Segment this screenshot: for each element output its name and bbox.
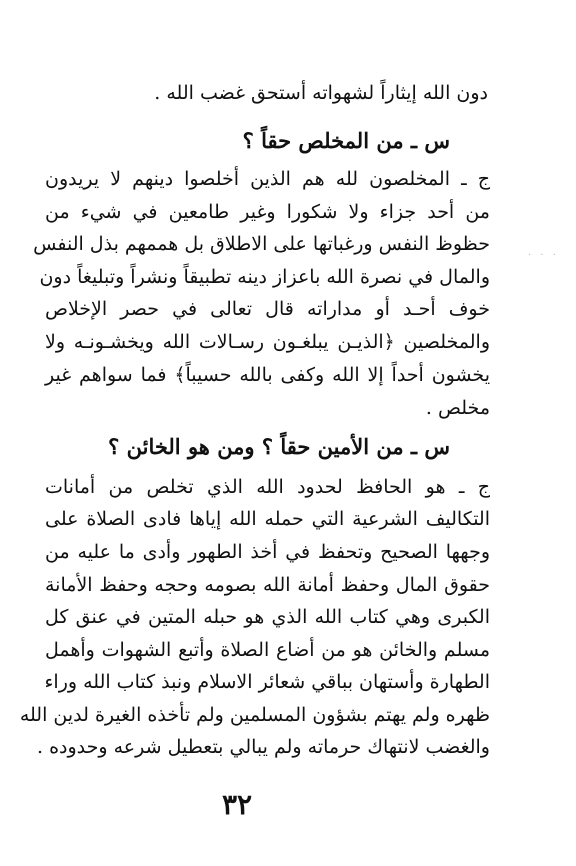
text-line: يخشون أحداً إلا الله وكفى بالله حسيباً﴾ فما سواهم غير xyxy=(45,364,490,386)
text-line: الطهارة وأستهان بباقي شعائر الاسلام ونبذ كتاب الله وراء xyxy=(44,671,490,693)
scan-speck-decoration: · · · xyxy=(528,250,559,261)
text-line: الكبرى وهي كتاب الله الذي هو حبله المتين في عنق كل xyxy=(45,606,490,628)
text-line: التكاليف الشرعية التي حمله الله إياها فادى الصلاة على xyxy=(45,508,490,530)
text-line: من أحد جزاء ولا شكورا وغير طامعين في شيء من xyxy=(45,201,490,223)
text-line: والمخلصين ﴿الذيـن يبلغـون رسـالات الله ويخشـونـه ولا xyxy=(45,331,490,353)
text-line: حظوظ النفس ورغباتها على الاطلاق بل هممهم بذل النفس xyxy=(33,233,490,255)
text-line: مخلص . xyxy=(425,397,490,419)
text-line: ظهره ولم يهتم بشؤون المسلمين ولم تأخذه الغيرة لدين الله xyxy=(19,704,490,726)
text-line: ج ـ هو الحافظ لحدود الله الذي تخلص من أمانات xyxy=(45,476,490,498)
text-line: حقوق المال وحفظ أمانة الله بصومه وحجه وحفظ الأمانة xyxy=(45,574,490,596)
question-heading: س ـ من المخلص حقاً ؟ xyxy=(242,128,450,153)
text-line: دون الله إيثاراً لشهواته أستحق غضب الله . xyxy=(154,82,488,104)
text-line: خوف أحـد أو مداراته قال تعالى في حصر الإخلاص xyxy=(45,298,490,320)
question-heading: س ـ من الأمين حقاً ؟ ومن هو الخائن ؟ xyxy=(108,434,450,459)
text-line: والمال في نصرة الله باعزاز دينه تطبيقاً ونشراً وتبليغاً دون xyxy=(39,266,490,288)
text-line: والغضب لانتهاك حرماته ولم يبالي بتعطيل شرعه وحدوده . xyxy=(37,736,490,758)
text-line: ج ـ المخلصون لله هم الذين أخلصوا دينهم لا يريدون xyxy=(45,168,490,190)
page-number: ٣٢ xyxy=(222,788,253,821)
text-line: وجهها الصحيح وتحفظ في أخذ الطهور وأدى ما عليه من xyxy=(45,541,490,563)
text-line: مسلم والخائن هو من أضاع الصلاة وأتبع الشهوات وأهمل xyxy=(45,639,490,661)
